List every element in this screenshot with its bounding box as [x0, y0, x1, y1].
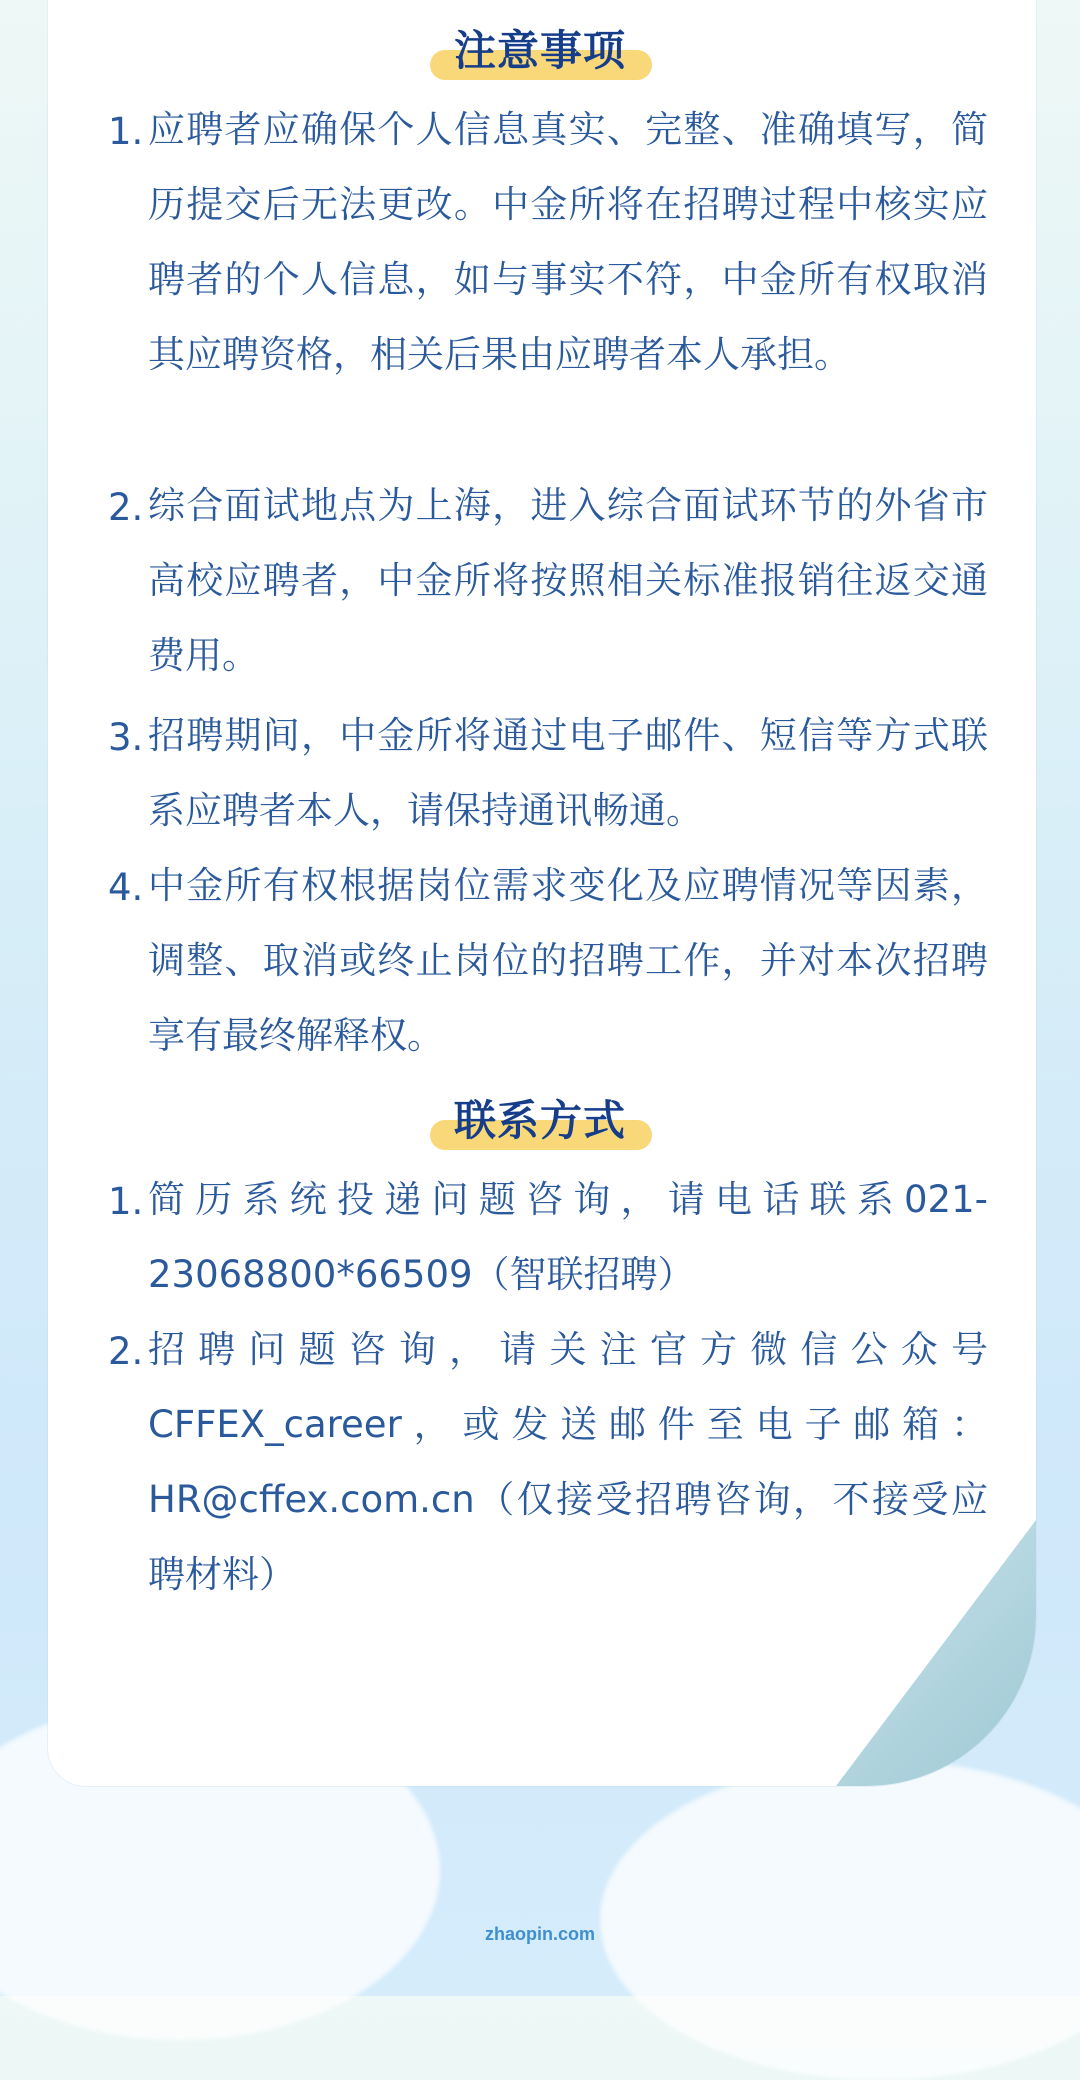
section-title: 注意事项 [453, 26, 626, 75]
item-text: 简历系统投递问题咨询，请电话联系021-23068800*66509（智联招聘） [148, 1178, 988, 1296]
list-item [108, 698, 988, 848]
item-number: 2. [108, 1330, 144, 1373]
background-cloud [600, 1760, 1080, 2080]
item-text: 招聘期间，中金所将通过电子邮件、短信等方式联系应聘者本人，请保持通讯畅通。 [148, 714, 988, 832]
item-number: 4. [108, 866, 144, 909]
list-item [108, 468, 988, 693]
item-text: 综合面试地点为上海，进入综合面试环节的外省市高校应聘者，中金所将按照相关标准报销往返交通费用。 [148, 484, 988, 677]
section-heading-contact [0, 1082, 1080, 1162]
list-item [108, 1312, 988, 1612]
footer-watermark: zhaopin.com [484, 1924, 595, 1944]
section-title: 联系方式 [453, 1096, 626, 1145]
list-item [108, 1162, 988, 1312]
item-number: 3. [108, 716, 144, 759]
item-number: 1. [108, 1180, 144, 1223]
item-text: 应聘者应确保个人信息真实、完整、准确填写，简历提交后无法更改。中金所将在招聘过程中核实应聘者的个人信息，如与事实不符，中金所有权取消其应聘资格，相关后果由应聘者本人承担。 [148, 108, 988, 376]
list-item [108, 92, 988, 392]
item-text: 招聘问题咨询，请关注官方微信公众号CFFEX_career，或发送邮件至电子邮箱：HR@cffex.com.cn（仅接受招聘咨询，不接受应聘材料） [148, 1328, 988, 1596]
item-text: 中金所有权根据岗位需求变化及应聘情况等因素，调整、取消或终止岗位的招聘工作，并对本次招聘享有最终解释权。 [148, 864, 988, 1057]
list-item [108, 848, 988, 1073]
item-number: 2. [108, 486, 144, 529]
item-number: 1. [108, 110, 144, 153]
section-heading-notes [0, 12, 1080, 92]
